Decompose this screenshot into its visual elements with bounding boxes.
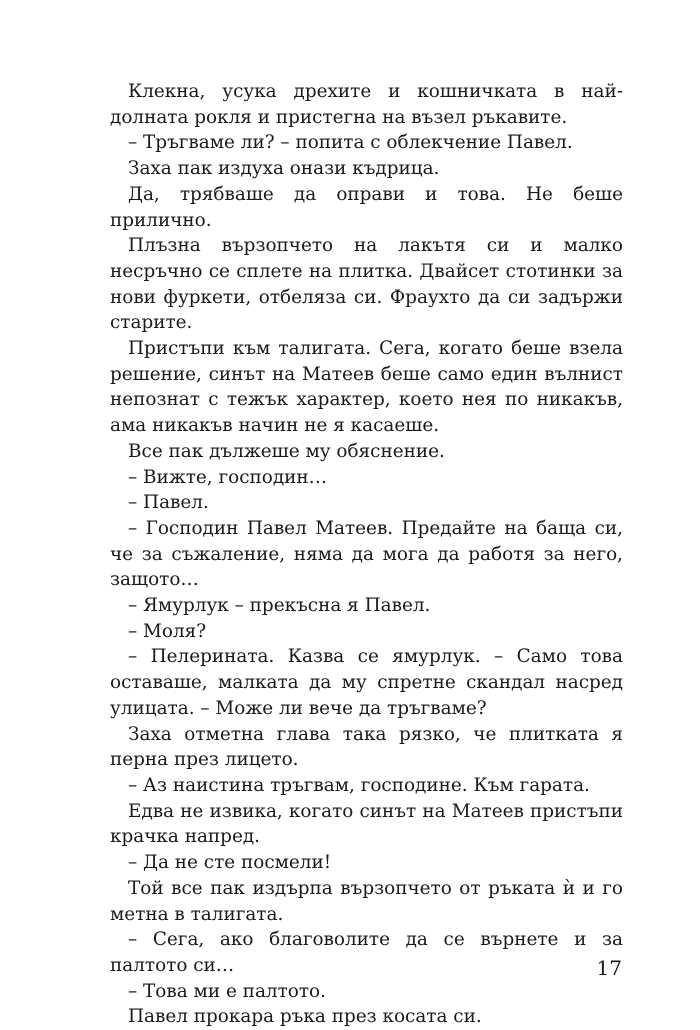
- paragraph: – Ямурлук – прекъсна я Павел.: [128, 595, 431, 617]
- paragraph: Плъзна вързопчето на лакътя си и малко несръчно се сплете на плитка. Двайсет стотинки за нови фуркети, отбеляза си. Фраухто да си задържи старите.: [110, 235, 623, 334]
- paragraph: – Моля?: [128, 620, 207, 642]
- paragraph: Пристъпи към талигата. Сега, когато беше взела решение, синът на Матеев беше само един вълнист непознат с тежък характер, което нея по никакъв, ама никакъв начин не я касаеше.: [110, 338, 623, 437]
- paragraph: Все пак дължеше му обяснение.: [128, 440, 445, 462]
- paragraph: – Вижте, господин…: [128, 466, 328, 488]
- paragraph: Едва не извика, когато синът на Матеев пристъпи крачка напред.: [110, 800, 623, 848]
- paragraph: – Това ми е палтото.: [128, 980, 326, 1002]
- paragraph: – Пелерината. Казва се ямурлук. – Само това оставаше, малката да му спретне скандал насред улицата. – Може ли вече да тръгваме?: [110, 646, 623, 719]
- paragraph: Заха пак издуха онази къдрица.: [128, 158, 440, 180]
- paragraph: – Павел.: [128, 492, 209, 514]
- paragraph: Павел прокара ръка през косата си.: [128, 1006, 482, 1028]
- paragraph: Клекна, усука дрехите и кошничката в най-долната рокля и пристегна на възел ръкавите.: [110, 81, 623, 128]
- paragraph: – Тръгваме ли? – попита с облекчение Павел.: [128, 132, 573, 154]
- paragraph: Заха отметна глава така рязко, че плитката я перна през лицето.: [110, 723, 623, 771]
- paragraph: Да, трябваше да оправи и това. Не беше прилично.: [110, 183, 623, 231]
- paragraph: – Да не сте посмели!: [128, 852, 332, 874]
- paragraph: – Аз наистина тръгвам, господине. Към гарата.: [128, 774, 590, 796]
- body-text: [110, 79, 623, 1030]
- paragraph: Той все пак издърпа вързопчето от ръката ѝ и го метна в талигата.: [110, 877, 623, 925]
- paragraph: – Господин Павел Матеев. Предайте на баща си, че за съжаление, няма да мога да работя за него, защото…: [110, 517, 623, 591]
- paragraph: – Сега, ако благоволите да се върнете и за палтото си…: [110, 929, 623, 976]
- page-number: 17: [596, 956, 622, 980]
